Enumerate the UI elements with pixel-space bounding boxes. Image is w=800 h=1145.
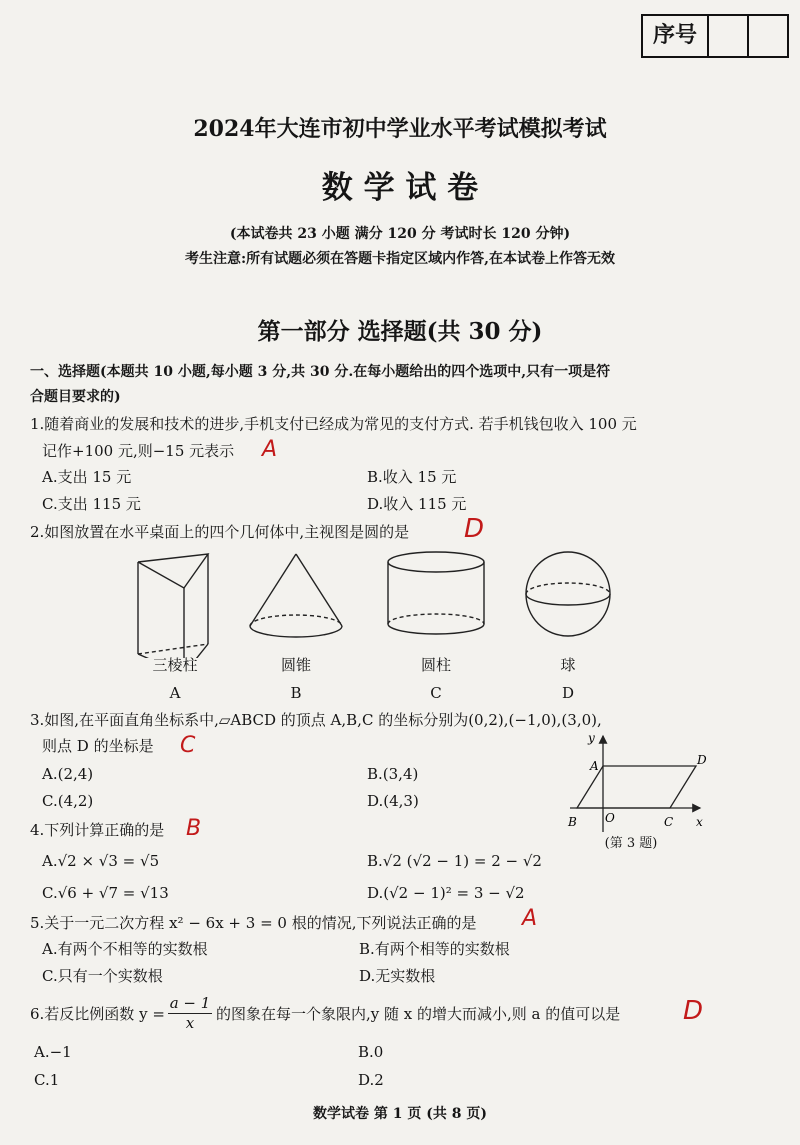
- serial-cell: [749, 16, 787, 56]
- fraction-numerator: a − 1: [169, 994, 211, 1012]
- triangular-prism-shape: [138, 554, 208, 658]
- notice: 考生注意:所有试题必须在答题卡指定区域内作答,在本试卷上作答无效: [184, 251, 616, 267]
- q1-option-d: D.收入 115 元: [367, 495, 467, 513]
- solid-letter-b: B: [290, 684, 302, 702]
- q3-option-a: A.(2,4): [42, 765, 94, 783]
- q3-stem-line2: 则点 D 的坐标是: [42, 737, 154, 755]
- y-axis-label: y: [588, 731, 595, 745]
- q5-option-b: B.有两个相等的实数根: [359, 940, 510, 958]
- solid-letter-a: A: [169, 684, 181, 702]
- q6-handwritten-answer: D: [683, 996, 704, 1026]
- section-instructions-line1: 一、选择题(本题共 10 小题,每小题 3 分,共 30 分.在每小题给出的四个选项中,只有一项是符: [30, 364, 611, 380]
- subject-title: 数 学 试 卷: [321, 170, 479, 206]
- part-title: 第一部分 选择题(共 30 分): [257, 318, 543, 345]
- point-c-label: C: [664, 815, 674, 829]
- q3-option-d: D.(4,3): [367, 792, 419, 810]
- q6-stem-pre: 6.若反比例函数 y =: [30, 1005, 165, 1023]
- q1-stem-line1: 1.随着商业的发展和技术的进步,手机支付已经成为常见的支付方式. 若手机钱包收入 100 元: [30, 415, 637, 433]
- q2-stem: 2.如图放置在水平桌面上的四个几何体中,主视图是圆的是: [30, 523, 410, 541]
- section-instructions-line2: 合题目要求的): [30, 389, 121, 405]
- q4-option-c: C.√6 + √7 = √13: [42, 884, 169, 902]
- q1-option-a: A.支出 15 元: [42, 468, 132, 486]
- cylinder-shape: [388, 552, 484, 634]
- solid-name-prism: 三棱柱: [152, 656, 198, 674]
- q3-stem-line1: 3.如图,在平面直角坐标系中,▱ABCD 的顶点 A,B,C 的坐标分别为(0,2),(−1,0),(3,0),: [30, 711, 602, 729]
- cone-shape: [250, 554, 342, 637]
- sphere-shape: [526, 552, 610, 636]
- q3-figure-caption: (第 3 题): [604, 836, 658, 851]
- point-d-label: D: [697, 753, 707, 767]
- q6-option-d: D.2: [358, 1071, 384, 1089]
- q2-handwritten-answer: D: [464, 514, 485, 544]
- q3-option-c: C.(4,2): [42, 792, 94, 810]
- q5-option-c: C.只有一个实数根: [42, 967, 163, 985]
- q5-handwritten-answer: A: [522, 906, 538, 931]
- q1-option-c: C.支出 115 元: [42, 495, 141, 513]
- q1-handwritten-answer: A: [262, 437, 278, 462]
- x-axis-label: x: [696, 815, 703, 829]
- fraction-denominator: x: [185, 1014, 195, 1032]
- q3-coordinate-figure: [560, 728, 710, 840]
- q3-option-b: B.(3,4): [367, 765, 419, 783]
- q4-option-d: D.(√2 − 1)² = 3 − √2: [367, 884, 525, 902]
- solid-name-cylinder: 圆柱: [420, 656, 451, 674]
- q6-stem-post: 的图象在每一个象限内,y 随 x 的增大而减小,则 a 的值可以是: [216, 1005, 621, 1023]
- q3-handwritten-answer: C: [180, 733, 196, 758]
- exam-title: 2024年大连市初中学业水平考试模拟考试: [193, 116, 607, 142]
- q6-fraction: [168, 994, 212, 1033]
- serial-cell: [709, 16, 749, 56]
- q4-option-b: B.√2 (√2 − 1) = 2 − √2: [367, 852, 542, 870]
- solid-name-cone: 圆锥: [280, 656, 311, 674]
- q5-stem: 5.关于一元二次方程 x² − 6x + 3 = 0 根的情况,下列说法正确的是: [30, 914, 477, 932]
- solid-letter-d: D: [561, 684, 575, 702]
- q6-option-b: B.0: [358, 1043, 384, 1061]
- point-b-label: B: [568, 815, 577, 829]
- q4-stem: 4.下列计算正确的是: [30, 821, 165, 839]
- serial-label: 序号: [643, 16, 709, 56]
- q1-stem-line2: 记作+100 元,则−15 元表示: [42, 442, 235, 460]
- point-a-label: A: [590, 759, 599, 773]
- origin-label: O: [605, 811, 615, 825]
- q1-option-b: B.收入 15 元: [367, 468, 457, 486]
- q6-option-c: C.1: [34, 1071, 60, 1089]
- q4-handwritten-answer: B: [186, 816, 202, 841]
- q5-option-a: A.有两个不相等的实数根: [42, 940, 208, 958]
- page-footer: 数学试卷 第 1 页 (共 8 页): [313, 1106, 487, 1122]
- exam-info: (本试卷共 23 小题 满分 120 分 考试时长 120 分钟): [229, 226, 571, 242]
- q2-solids-figure: [0, 548, 800, 658]
- solid-letter-c: C: [430, 684, 442, 702]
- q6-option-a: A.−1: [34, 1043, 72, 1061]
- q4-option-a: A.√2 × √3 = √5: [42, 852, 160, 870]
- solid-name-sphere: 球: [560, 656, 576, 674]
- serial-number-box: [641, 14, 789, 58]
- q5-option-d: D.无实数根: [359, 967, 436, 985]
